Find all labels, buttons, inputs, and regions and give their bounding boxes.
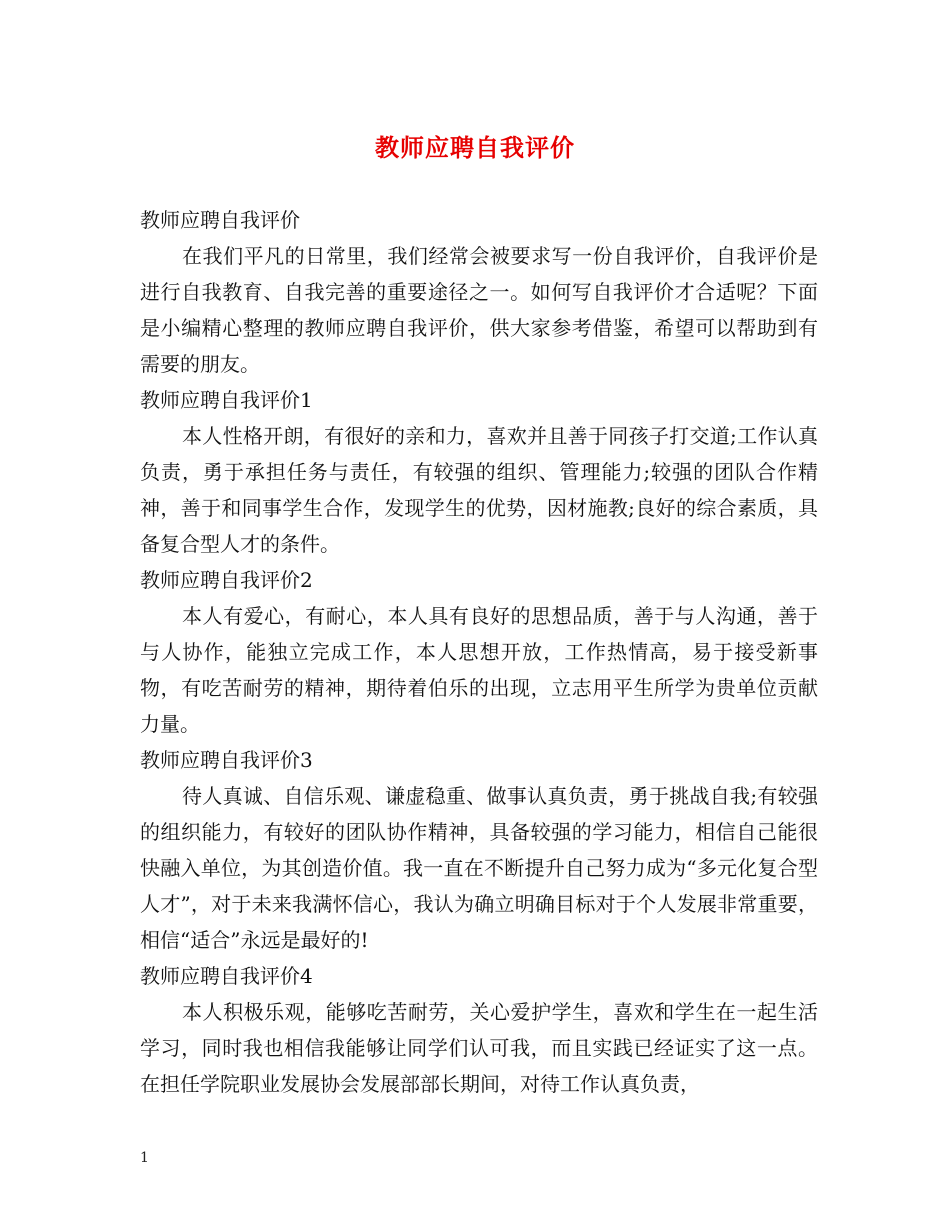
- paragraph-1: 本人性格开朗，有很好的亲和力，喜欢并且善于同孩子打交道;工作认真负责，勇于承担任务与责任，有较强的组织、管理能力;较强的团队合作精神，善于和同事学生合作，发现学生的优势，因材施教;良好的综合素质，具备复合型人才的条件。: [140, 424, 818, 556]
- paragraph-intro: 在我们平凡的日常里，我们经常会被要求写一份自我评价，自我评价是进行自我教育、自我完善的重要途径之一。如何写自我评价才合适呢？下面是小编精心整理的教师应聘自我评价，供大家参考借鉴，希望可以帮助到有需要的朋友。: [140, 244, 818, 376]
- paragraph-3: 待人真诚、自信乐观、谦虚稳重、做事认真负责，勇于挑战自我;有较强的组织能力，有较好的团队协作精神，具备较强的学习能力，相信自己能很快融入单位，为其创造价值。我一直在不断提升自己努力成为“多元化复合型人才”，对于未来我满怀信心，我认为确立明确目标对于个人发展非常重要，相信“适合”永远是最好的!: [140, 784, 818, 952]
- paragraph-2: 本人有爱心，有耐心，本人具有良好的思想品质，善于与人沟通，善于与人协作，能独立完成工作，本人思想开放，工作热情高，易于接受新事物，有吃苦耐劳的精神，期待着伯乐的出现，立志用平生所学为贵单位贡献力量。: [140, 604, 818, 736]
- section-heading-2: 教师应聘自我评价2: [140, 568, 313, 592]
- section-heading-1: 教师应聘自我评价1: [140, 388, 313, 412]
- section-heading-intro: 教师应聘自我评价: [140, 208, 300, 232]
- document-body: [140, 202, 818, 1102]
- section-heading-4: 教师应聘自我评价4: [140, 964, 313, 988]
- page-number: 1: [140, 1150, 149, 1166]
- section-heading-3: 教师应聘自我评价3: [140, 748, 313, 772]
- document-title: 教师应聘自我评价: [375, 133, 575, 162]
- paragraph-4: 本人积极乐观，能够吃苦耐劳，关心爱护学生，喜欢和学生在一起生活学习，同时我也相信我能够让同学们认可我，而且实践已经证实了这一点。在担任学院职业发展协会发展部部长期间，对待工作认真负责，: [140, 1000, 818, 1096]
